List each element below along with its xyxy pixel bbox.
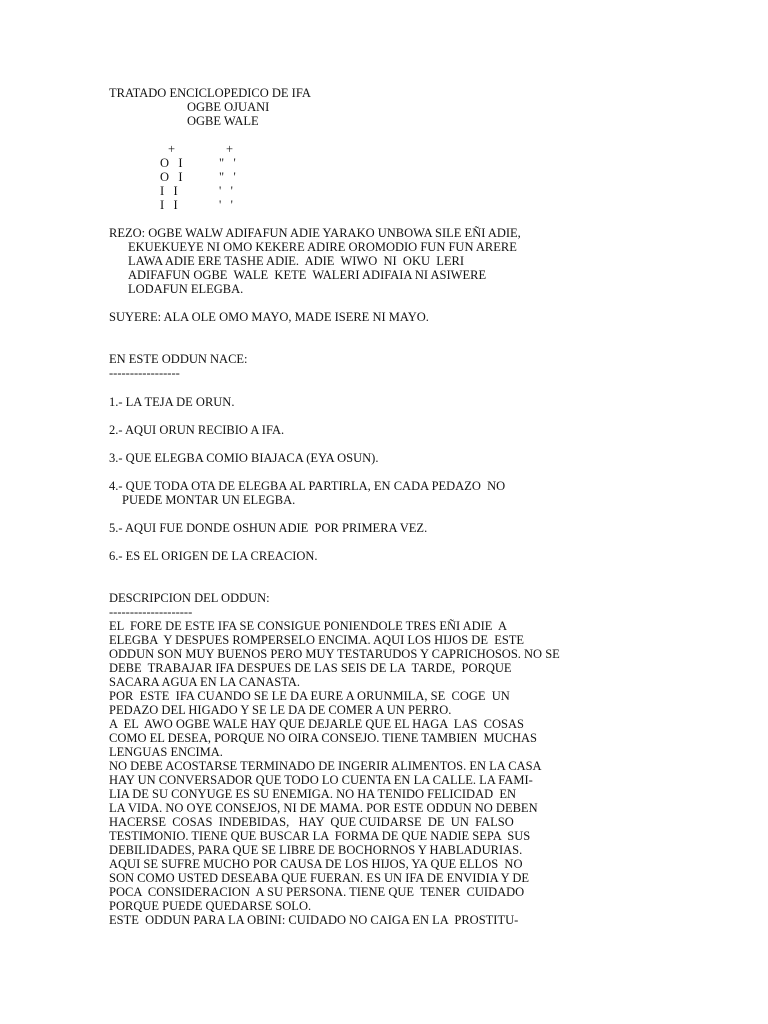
descripcion-heading: DESCRIPCION DEL ODDUN: xyxy=(109,591,270,605)
sign-row-right: " ' xyxy=(219,156,236,170)
descripcion-line: LENGUAS ENCIMA. xyxy=(109,745,223,759)
rezo-line: LODAFUN ELEGBA. xyxy=(128,282,244,296)
oddun-name-secondary: OGBE WALE xyxy=(187,114,259,128)
rezo-line: LAWA ADIE ERE TASHE ADIE. ADIE WIWO NI OKU LERI xyxy=(128,254,465,268)
descripcion-line: PORQUE PUEDE QUEDARSE SOLO. xyxy=(109,899,312,913)
document-title: TRATADO ENCICLOPEDICO DE IFA xyxy=(109,86,311,100)
descripcion-line: HACERSE COSAS INDEBIDAS, HAY QUE CUIDARSE DE UN FALSO xyxy=(109,815,514,829)
descripcion-line: DEBE TRABAJAR IFA DESPUES DE LAS SEIS DE LA TARDE, PORQUE xyxy=(109,661,512,675)
descripcion-line: DEBILIDADES, PARA QUE SE LIBRE DE BOCHORNOS Y HABLADURIAS. xyxy=(109,843,523,857)
descripcion-line: AQUI SE SUFRE MUCHO POR CAUSA DE LOS HIJOS, YA QUE ELLOS NO xyxy=(109,857,523,871)
sign-plus-right: + xyxy=(226,142,234,156)
descripcion-line: PEDAZO DEL HIGADO Y SE LE DA DE COMER A UN PERRO. xyxy=(109,703,452,717)
sign-row-left: O I xyxy=(160,156,183,170)
nace-item: 5.- AQUI FUE DONDE OSHUN ADIE POR PRIMERA VEZ. xyxy=(109,521,428,535)
oddun-name-primary: OGBE OJUANI xyxy=(187,100,270,114)
nace-item: 1.- LA TEJA DE ORUN. xyxy=(109,395,235,409)
descripcion-line: ELEGBA Y DESPUES ROMPERSELO ENCIMA. AQUI LOS HIJOS DE ESTE xyxy=(109,633,525,647)
rezo-line: REZO: OGBE WALW ADIFAFUN ADIE YARAKO UNBOWA SILE EÑI ADIE, xyxy=(109,226,521,240)
sign-row-left: I I xyxy=(160,198,178,212)
sign-row-left: O I xyxy=(160,170,183,184)
sign-row-left: I I xyxy=(160,184,178,198)
sign-row-right: ' ' xyxy=(219,184,233,198)
nace-rule: ----------------- xyxy=(109,366,180,380)
nace-item: 6.- ES EL ORIGEN DE LA CREACION. xyxy=(109,549,318,563)
nace-item: 2.- AQUI ORUN RECIBIO A IFA. xyxy=(109,423,285,437)
nace-heading: EN ESTE ODDUN NACE: xyxy=(109,352,248,366)
descripcion-line: HAY UN CONVERSADOR QUE TODO LO CUENTA EN LA CALLE. LA FAMI- xyxy=(109,773,533,787)
descripcion-line: TESTIMONIO. TIENE QUE BUSCAR LA FORMA DE QUE NADIE SEPA SUS xyxy=(109,829,531,843)
nace-item: 4.- QUE TODA OTA DE ELEGBA AL PARTIRLA, EN CADA PEDAZO NO xyxy=(109,479,506,493)
rezo-line: EKUEKUEYE NI OMO KEKERE ADIRE OROMODIO FUN FUN ARERE xyxy=(128,240,517,254)
descripcion-line: POR ESTE IFA CUANDO SE LE DA EURE A ORUNMILA, SE COGE UN xyxy=(109,689,510,703)
descripcion-line: POCA CONSIDERACION A SU PERSONA. TIENE QUE TENER CUIDADO xyxy=(109,885,525,899)
descripcion-line: LA VIDA. NO OYE CONSEJOS, NI DE MAMA. POR ESTE ODDUN NO DEBEN xyxy=(109,801,538,815)
descripcion-line: COMO EL DESEA, PORQUE NO OIRA CONSEJO. TIENE TAMBIEN MUCHAS xyxy=(109,731,537,745)
descripcion-line: ESTE ODDUN PARA LA OBINI: CUIDADO NO CAIGA EN LA PROSTITU- xyxy=(109,913,519,927)
sign-row-right: " ' xyxy=(219,170,236,184)
descripcion-rule: -------------------- xyxy=(109,605,193,619)
descripcion-line: NO DEBE ACOSTARSE TERMINADO DE INGERIR ALIMENTOS. EN LA CASA xyxy=(109,759,542,773)
nace-item-continuation: PUEDE MONTAR UN ELEGBA. xyxy=(122,493,296,507)
rezo-line: ADIFAFUN OGBE WALE KETE WALERI ADIFAIA NI ASIWERE xyxy=(128,268,487,282)
sign-row-right: ' ' xyxy=(219,198,233,212)
sign-plus-left: + xyxy=(168,142,176,156)
descripcion-line: LIA DE SU CONYUGE ES SU ENEMIGA. NO HA TENIDO FELICIDAD EN xyxy=(109,787,517,801)
descripcion-line: SACARA AGUA EN LA CANASTA. xyxy=(109,675,301,689)
suyere-line: SUYERE: ALA OLE OMO MAYO, MADE ISERE NI MAYO. xyxy=(109,310,429,324)
descripcion-line: ODDUN SON MUY BUENOS PERO MUY TESTARUDOS Y CAPRICHOSOS. NO SE xyxy=(109,647,560,661)
nace-item: 3.- QUE ELEGBA COMIO BIAJACA (EYA OSUN). xyxy=(109,451,379,465)
descripcion-line: EL FORE DE ESTE IFA SE CONSIGUE PONIENDOLE TRES EÑI ADIE A xyxy=(109,619,508,633)
descripcion-line: A EL AWO OGBE WALE HAY QUE DEJARLE QUE EL HAGA LAS COSAS xyxy=(109,717,524,731)
descripcion-line: SON COMO USTED DESEABA QUE FUERAN. ES UN IFA DE ENVIDIA Y DE xyxy=(109,871,530,885)
